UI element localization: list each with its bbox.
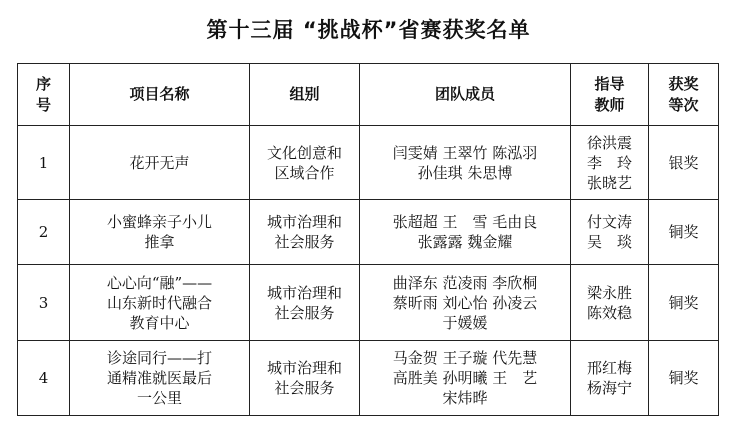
advisor-line: 吴 琰: [586, 233, 632, 251]
cell-seq: 2: [18, 200, 70, 265]
cell-project: [70, 126, 250, 200]
cell-project: [70, 341, 250, 416]
table-row: [18, 126, 719, 200]
advisor-line: 梁永胜: [586, 283, 632, 302]
cell-seq: 3: [18, 265, 70, 341]
cell-team: [360, 126, 571, 200]
header-award: [649, 64, 719, 126]
cell-award: 铜奖: [649, 265, 719, 341]
cell-advisor: [571, 265, 649, 341]
project-line: 小蜜蜂亲子小儿: [106, 213, 212, 231]
cell-advisor: [571, 126, 649, 200]
table-header-row: [18, 64, 719, 126]
project-line: 山东新时代融合: [106, 293, 212, 312]
cell-advisor: [571, 341, 649, 416]
group-line: 区域合作: [274, 163, 335, 182]
advisor-line: 陈效稳: [586, 303, 632, 322]
team-line: 张超超 王 雪 毛由良: [392, 213, 538, 231]
advisor-line: 张晓艺: [586, 173, 632, 192]
team-line: 高胜美 孙明曦 王 艺: [392, 369, 538, 387]
team-line: 宋炜晔: [442, 389, 488, 407]
project-line: 一公里: [136, 389, 182, 407]
cell-advisor: [571, 200, 649, 265]
table-row: [18, 265, 719, 341]
cell-award: 铜奖: [649, 200, 719, 265]
cell-award: 银奖: [649, 126, 719, 200]
team-line: 闫雯婧 王翠竹 陈泓羽: [392, 143, 538, 162]
group-line: 城市治理和: [266, 283, 342, 302]
project-line: 心心向“融”——: [106, 273, 213, 292]
team-line: 孙佳琪 朱思博: [417, 163, 513, 182]
award-table: [17, 63, 719, 416]
team-line: 于媛媛: [442, 313, 488, 332]
cell-project: [70, 265, 250, 341]
header-advisor: [571, 64, 649, 126]
cell-seq: 4: [18, 341, 70, 416]
group-line: 城市治理和: [266, 359, 342, 377]
cell-group: [250, 126, 360, 200]
header-seq: [18, 64, 70, 126]
cell-seq: 1: [18, 126, 70, 200]
project-line: 推拿: [144, 233, 175, 251]
table-row: [18, 341, 719, 416]
header-award-line: 等次: [668, 95, 699, 114]
team-line: 张露露 魏金耀: [417, 233, 513, 251]
header-team: 团队成员: [360, 64, 571, 126]
group-line: 社会服务: [274, 233, 335, 251]
project-line: 花开无声: [129, 153, 190, 172]
header-award-line: 获奖: [668, 74, 699, 93]
advisor-line: 杨海宁: [586, 379, 632, 397]
cell-project: [70, 200, 250, 265]
team-line: 曲泽东 范凌雨 李欣桐: [392, 273, 538, 292]
team-line: 马金贺 王子璇 代先慧: [392, 349, 538, 367]
group-line: 社会服务: [274, 379, 335, 397]
advisor-line: 徐洪震: [586, 133, 632, 152]
cell-group: [250, 341, 360, 416]
header-seq-line: 号: [35, 95, 51, 114]
page-title: 第十三届 “挑战杯”省赛获奖名单: [206, 18, 531, 42]
cell-team: [360, 265, 571, 341]
advisor-line: 邢红梅: [586, 359, 632, 377]
header-project: 项目名称: [70, 64, 250, 126]
header-group: 组别: [250, 64, 360, 126]
group-line: 城市治理和: [266, 213, 342, 231]
cell-group: [250, 265, 360, 341]
project-line: 诊途同行——打: [106, 349, 212, 367]
advisor-line: 付文涛: [586, 213, 632, 231]
header-advisor-line: 指导: [594, 74, 625, 93]
header-seq-line: 序: [35, 74, 51, 93]
group-line: 文化创意和: [266, 143, 342, 162]
cell-award: 铜奖: [649, 341, 719, 416]
project-line: 教育中心: [129, 313, 190, 332]
advisor-line: 李 玲: [586, 153, 632, 172]
project-line: 通精准就医最后: [106, 369, 212, 387]
cell-team: [360, 200, 571, 265]
header-advisor-line: 教师: [594, 95, 625, 114]
cell-team: [360, 341, 571, 416]
table-row: [18, 200, 719, 265]
team-line: 蔡昕雨 刘心怡 孙凌云: [392, 293, 538, 312]
cell-group: [250, 200, 360, 265]
group-line: 社会服务: [274, 303, 335, 322]
